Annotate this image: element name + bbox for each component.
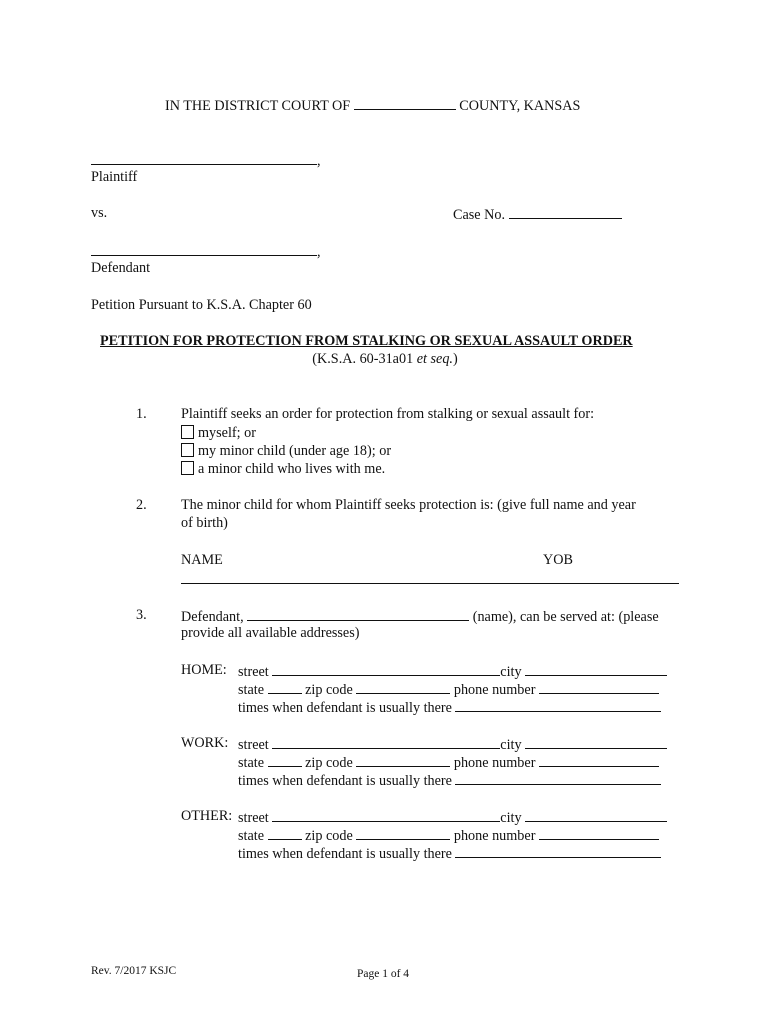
work-street-field[interactable] [272,736,500,749]
page-number: Page 1 of 4 [357,968,410,980]
option-myself [181,425,256,440]
home-times-row [238,699,661,715]
work-times-row [238,772,661,788]
court-header [165,97,580,113]
work-state-field[interactable] [268,754,302,767]
revision-note: Rev. 7/2017 KSJC [91,965,177,977]
state-label: state [238,682,264,698]
phone-label: phone number [453,828,536,844]
times-label: times when defendant is usually there [238,700,452,716]
checkbox-my-minor-child[interactable] [181,443,194,457]
plaintiff-name-blank[interactable] [91,152,317,165]
work-city-field[interactable] [525,736,667,749]
home-times-field[interactable] [455,699,661,712]
home-state-row [238,681,659,697]
other-street-row [238,809,667,825]
zip-label: zip code [305,828,353,844]
city-label: city [500,737,522,753]
home-label: HOME: [181,662,227,678]
other-street-field[interactable] [272,809,500,822]
phone-label: phone number [453,755,536,771]
home-street-field[interactable] [272,663,500,676]
option-label: myself; or [198,425,256,441]
defendant-name-field[interactable] [247,608,469,621]
option-minor-child-lives-with [181,461,385,476]
home-zip-field[interactable] [356,681,450,694]
state-label: state [238,755,264,771]
petition-pursuant: Petition Pursuant to K.S.A. Chapter 60 [91,297,312,313]
phone-label: phone number [453,682,536,698]
other-times-field[interactable] [455,845,661,858]
option-my-minor-child [181,443,391,458]
home-phone-field[interactable] [539,681,659,694]
item-2-number: 2. [136,497,147,513]
option-label: my minor child (under age 18); or [198,443,392,459]
citation-text: (K.S.A. 60-31a01 [312,351,417,367]
case-no-label: Case No. [453,207,506,223]
other-times-row [238,845,661,861]
comma: , [317,153,321,169]
home-state-field[interactable] [268,681,302,694]
checkbox-minor-child-lives-with[interactable] [181,461,194,475]
work-zip-field[interactable] [356,754,450,767]
defendant-label: Defendant [91,260,151,276]
home-city-field[interactable] [525,663,667,676]
vs-label: vs. [91,205,108,221]
state-label: state [238,828,264,844]
item-3-text-cont: provide all available addresses) [181,625,360,641]
checkbox-myself[interactable] [181,425,194,439]
city-label: city [500,810,522,826]
city-label: city [500,664,522,680]
home-street-row [238,663,667,679]
item-1-number: 1. [136,406,147,422]
work-state-row [238,754,659,770]
item-1-text: Plaintiff seeks an order for protection from stalking or sexual assault for: [181,406,595,422]
times-label: times when defendant is usually there [238,773,452,789]
court-suffix: COUNTY, KANSAS [459,98,581,114]
other-city-field[interactable] [525,809,667,822]
defendant-name-blank[interactable] [91,243,317,256]
yob-label: YOB [543,552,573,568]
item-2-text: The minor child for whom Plaintiff seeks protection is: (give full name and year [181,497,636,513]
times-label: times when defendant is usually there [238,846,452,862]
work-street-row [238,736,667,752]
served-text: (name), can be served at: (please [472,609,659,625]
street-label: street [238,664,269,680]
item-3-number: 3. [136,607,147,623]
defendant-serve-line [181,608,659,624]
other-state-field[interactable] [268,827,302,840]
petition-title: PETITION FOR PROTECTION FROM STALKING OR SEXUAL ASSAULT ORDER [100,333,633,349]
name-label: NAME [181,552,223,568]
other-label: OTHER: [181,808,233,824]
work-times-field[interactable] [455,772,661,785]
citation-italic: et seq. [416,351,453,367]
court-prefix: IN THE DISTRICT COURT OF [165,98,351,114]
comma: , [317,244,321,260]
other-zip-field[interactable] [356,827,450,840]
item-2-text-cont: of birth) [181,515,228,531]
statute-citation [0,352,770,366]
other-phone-field[interactable] [539,827,659,840]
case-no-blank[interactable] [509,206,622,219]
work-phone-field[interactable] [539,754,659,767]
plaintiff-label: Plaintiff [91,169,138,185]
plaintiff-line [91,152,321,168]
case-no [453,206,622,222]
zip-label: zip code [305,755,353,771]
zip-label: zip code [305,682,353,698]
defendant-line [91,243,321,259]
street-label: street [238,810,269,826]
option-label: a minor child who lives with me. [198,461,386,477]
child-name-yob-line[interactable] [181,583,679,584]
county-blank[interactable] [354,97,456,110]
citation-close: ) [452,351,458,367]
street-label: street [238,737,269,753]
defendant-label-inline: Defendant, [181,609,244,625]
other-state-row [238,827,659,843]
work-label: WORK: [181,735,229,751]
